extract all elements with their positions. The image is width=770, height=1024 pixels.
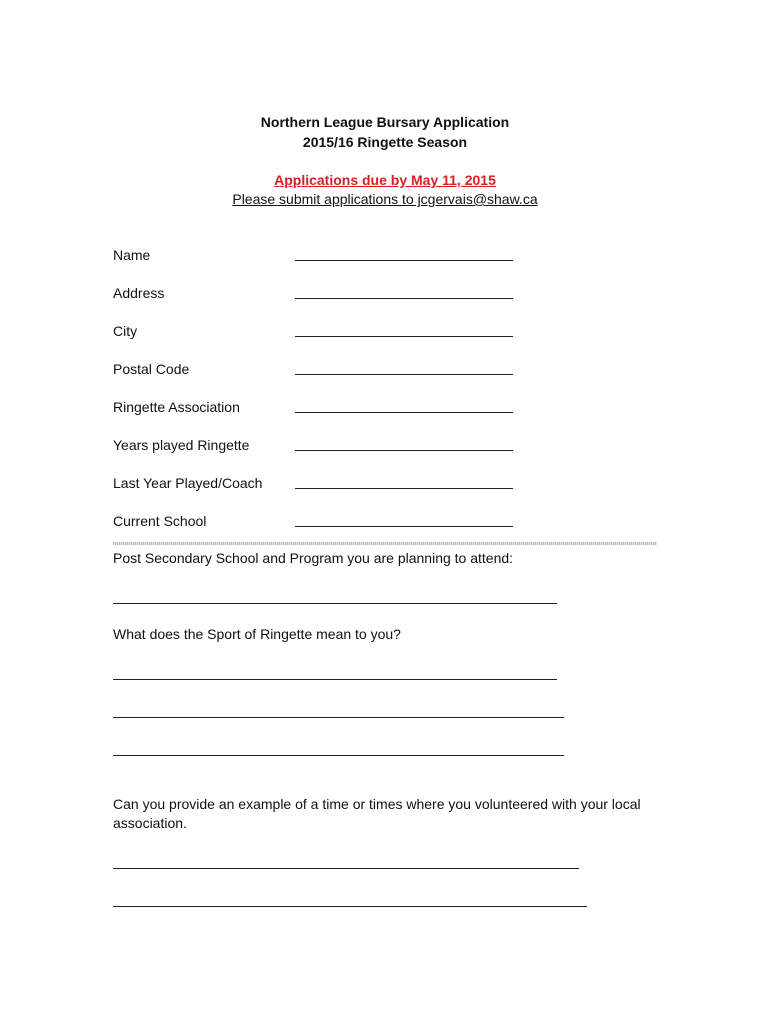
form-title: Northern League Bursary Application <box>260 114 510 130</box>
volunteer-answer-line-1[interactable] <box>113 868 579 869</box>
name-label: Name <box>113 247 151 263</box>
years-played-label: Years played Ringette <box>113 437 250 453</box>
submit-line <box>0 190 770 208</box>
section-divider <box>113 542 657 545</box>
address-field[interactable] <box>295 298 513 299</box>
sport-meaning-question: What does the Sport of Ringette mean to you? <box>113 626 401 642</box>
last-year-played-label: Last Year Played/Coach <box>113 475 263 491</box>
volunteer-answer-line-2[interactable] <box>113 906 587 907</box>
volunteer-question: Can you provide an example of a time or times where you volunteered with your local association. <box>113 796 641 831</box>
last-year-played-field[interactable] <box>295 488 513 489</box>
submit-instructions: Please submit applications to jcgervais@shaw.ca <box>232 191 538 207</box>
city-label: City <box>113 323 138 339</box>
years-played-field[interactable] <box>295 450 513 451</box>
sport-meaning-answer-line-1[interactable] <box>113 679 557 680</box>
post-secondary-question: Post Secondary School and Program you are planning to attend: <box>113 550 514 566</box>
sport-meaning-answer-line-3[interactable] <box>113 755 564 756</box>
postal-code-label: Postal Code <box>113 361 190 377</box>
current-school-label: Current School <box>113 513 207 529</box>
post-secondary-answer-line[interactable] <box>113 603 557 604</box>
address-label: Address <box>113 285 165 301</box>
sport-meaning-answer-line-2[interactable] <box>113 717 564 718</box>
season-subtitle: 2015/16 Ringette Season <box>302 134 468 150</box>
due-date-notice: Applications due by May 11, 2015 <box>274 172 496 188</box>
ringette-association-field[interactable] <box>295 412 513 413</box>
current-school-field[interactable] <box>295 526 513 527</box>
city-field[interactable] <box>295 336 513 337</box>
ringette-association-label: Ringette Association <box>113 399 240 415</box>
postal-code-field[interactable] <box>295 374 513 375</box>
due-date-line <box>0 171 770 189</box>
name-field[interactable] <box>295 260 513 261</box>
